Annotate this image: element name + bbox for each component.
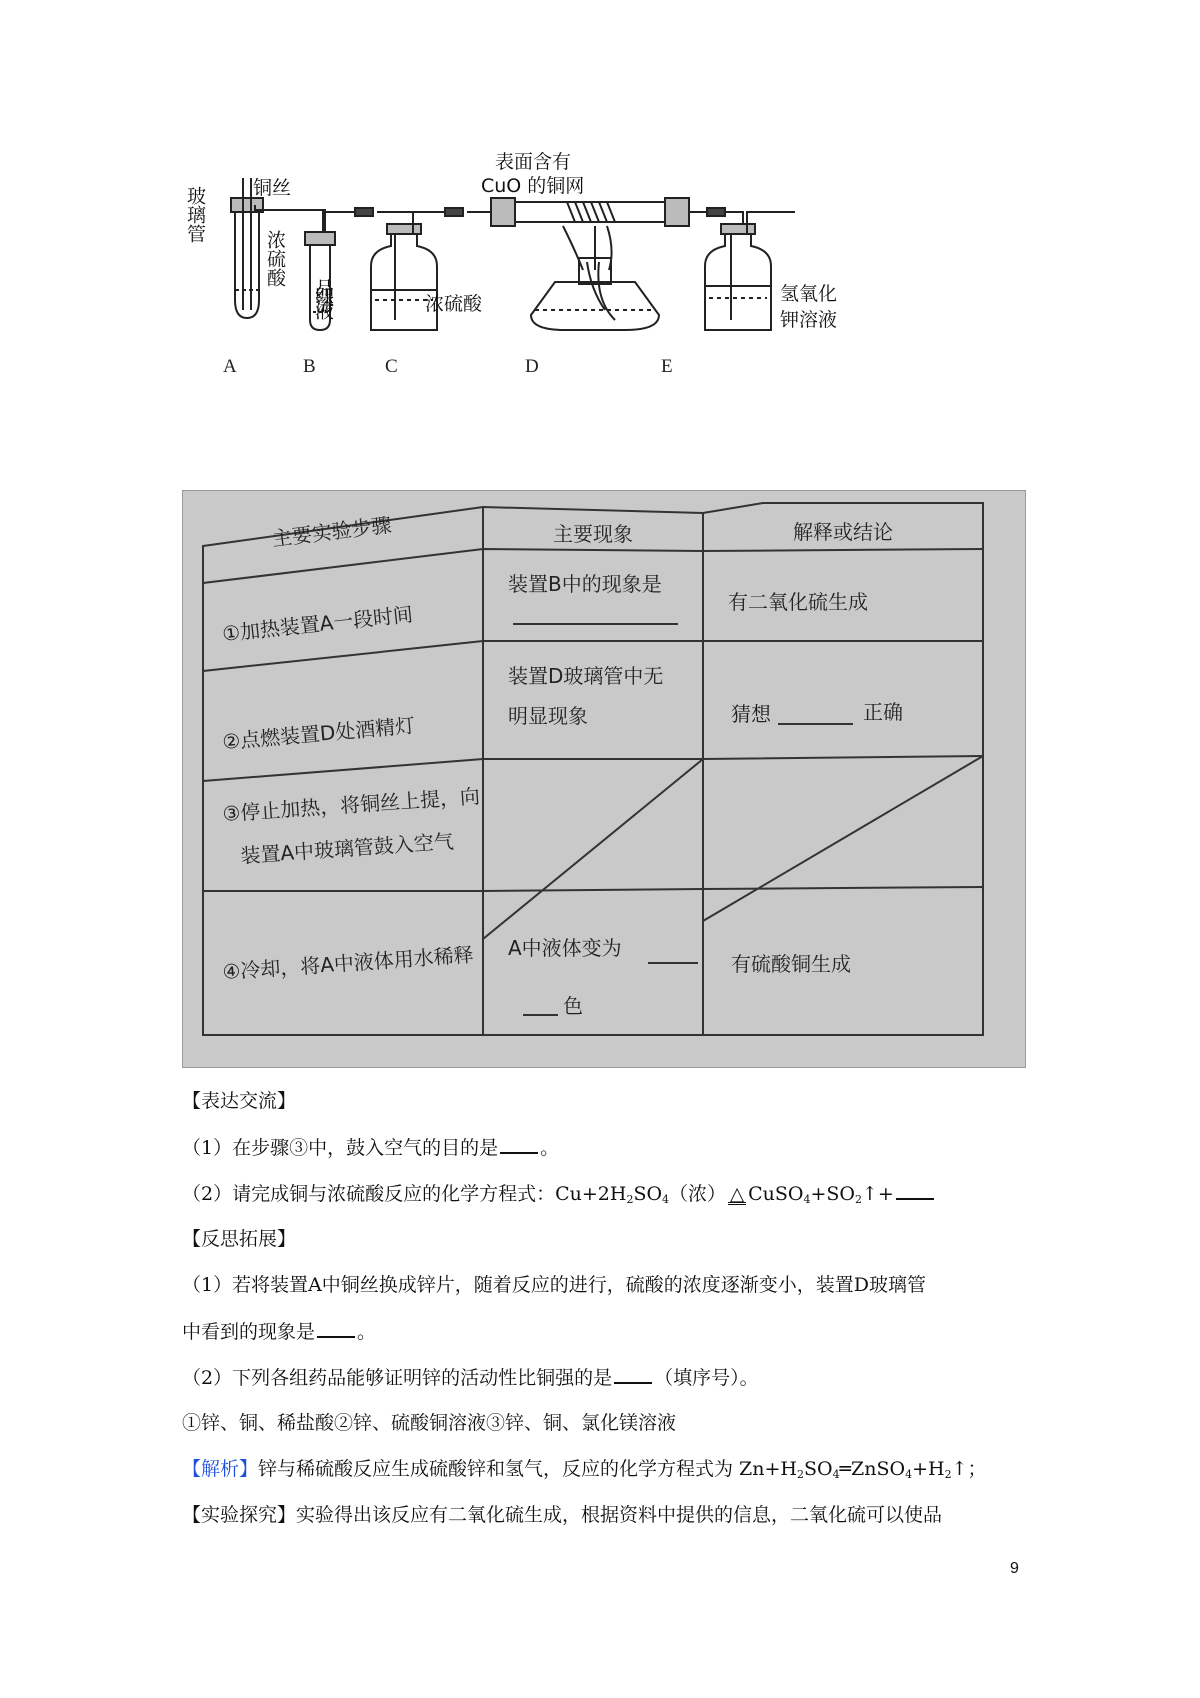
label-magenta: 品红溶液 [312,278,334,320]
row2-conclusion-pre: 猜想 [731,702,771,726]
q2-conc: （浓） [669,1183,727,1205]
reflect-1-text: 中看到的现象是 [182,1321,316,1343]
q2-prefix: （2）请完成铜与浓硫酸反应的化学方程式：Cu+2H [182,1183,627,1205]
label-glass-tube: 玻璃管 [184,186,206,243]
apparatus-letter-c: C [385,356,398,377]
question-2 [182,1180,936,1213]
answer-blank[interactable] [317,1318,355,1338]
an-so: SO [804,1458,833,1480]
analysis-line [182,1456,987,1488]
apparatus-letter-e: E [661,356,673,377]
row1-conclusion: 有二氧化硫生成 [728,590,868,614]
question-1 [182,1134,559,1161]
heading-reflect: 【反思拓展】 [182,1228,297,1250]
table-header-steps: 主要实验步骤 [270,512,393,551]
row1-phenomenon: 装置B中的现象是 [508,572,662,596]
reflect-2 [182,1364,759,1391]
answer-blank[interactable] [500,1134,538,1154]
an-arrow: ↑； [951,1458,987,1480]
q2-so: SO [633,1183,663,1205]
row4-conclusion: 有硫酸铜生成 [731,952,851,976]
q2-sub-3: 4 [803,1193,811,1206]
row4-phenomenon-2: 色 [563,994,583,1018]
an-znso: ═ZnSO [839,1458,906,1480]
q2-sub-1: 2 [626,1193,634,1206]
analysis-text: 锌与稀硫酸反应生成硫酸锌和氢气，反应的化学方程式为 Zn+H [258,1458,797,1480]
row3-step-1: ③停止加热，将铜丝上提，向 [221,784,481,826]
results-table-scan [182,490,1026,1068]
label-copper-mesh-2: CuO 的铜网 [481,175,585,197]
row4-phenomenon-1: A中液体变为 [508,936,622,960]
label-conc-sulfuric-c: 浓硫酸 [425,293,483,315]
row2-phenomenon-2: 明显现象 [508,704,588,728]
an-sub-3: 4 [905,1468,913,1481]
explore-line [182,1502,942,1528]
row2-conclusion-post: 正确 [863,700,903,724]
page-number: 9 [1010,1560,1019,1577]
table-header-phenomenon: 主要现象 [553,522,633,546]
explore-tag: 【实验探究】 [182,1504,297,1526]
explore-text: 实验得出该反应有二氧化硫生成，根据资料中提供的信息，二氧化硫可以使品 [296,1504,943,1526]
analysis-tag: 【解析】 [182,1458,259,1480]
q2-arrow: ↑+ [861,1183,894,1205]
row4-step: ④冷却，将A中液体用水稀释 [221,942,475,984]
an-sub-2: 4 [832,1468,840,1481]
answer-blank[interactable] [896,1180,934,1200]
label-conc-sulfuric-a: 浓硫酸 [264,230,286,287]
answer-blank[interactable] [614,1364,652,1384]
reflect-1-end: 。 [357,1321,377,1343]
label-copper-wire: 铜丝 [253,177,292,199]
table-header-conclusion: 解释或结论 [793,520,893,544]
q2-cuso: CuSO [748,1183,804,1205]
label-copper-mesh-1: 表面含有 [495,151,572,173]
q2-sub-4: 2 [854,1193,862,1206]
row1-step: ①加热装置A一段时间 [221,602,415,646]
options-line: ①锌、铜、稀盐酸②锌、硫酸铜溶液③锌、铜、氯化镁溶液 [182,1412,677,1434]
q2-so2: +SO [810,1183,855,1205]
heat-triangle-icon: △ [729,1183,745,1205]
reflect-2-text: （2）下列各组药品能够证明锌的活动性比铜强的是 [182,1367,613,1389]
reflect-2-end: （填序号）。 [654,1367,759,1389]
apparatus-letter-b: B [303,356,316,377]
label-koh-1: 氢氧化 [780,283,838,305]
apparatus-letter-a: A [223,356,237,377]
question-1-text: （1）在步骤③中，鼓入空气的目的是 [182,1137,499,1159]
row2-phenomenon-1: 装置D玻璃管中无 [508,664,664,688]
an-sub-1: 2 [797,1468,804,1481]
apparatus-letter-d: D [525,356,539,377]
an-sub-4: 2 [944,1468,952,1481]
heading-exchange: 【表达交流】 [182,1090,297,1112]
an-h: +H [912,1458,945,1480]
reflect-1-line-2 [182,1318,376,1345]
label-koh-2: 钾溶液 [780,309,838,331]
question-1-end: 。 [540,1137,560,1159]
apparatus-diagram [184,150,838,410]
reflect-1-line-1: （1）若将装置A中铜丝换成锌片，随着反应的进行，硫酸的浓度逐渐变小，装置D玻璃管 [182,1274,927,1296]
row2-step: ②点燃装置D处酒精灯 [221,713,417,754]
row3-step-2: 装置A中玻璃管鼓入空气 [239,829,455,868]
q2-sub-2: 4 [662,1193,670,1206]
